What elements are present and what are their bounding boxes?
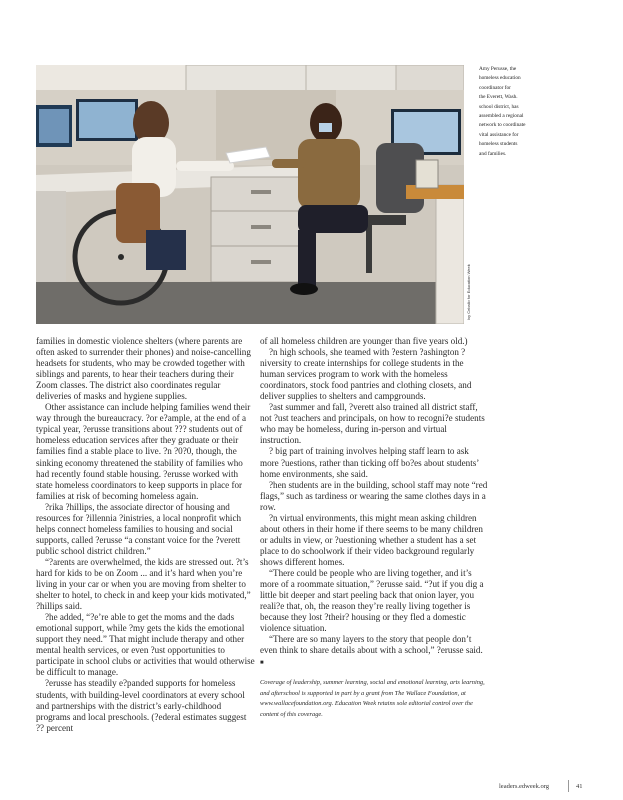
caption-line: network to coordinate (479, 122, 526, 129)
article-paragraph: ?erusse has steadily e?panded supports for homeless students, with building-level coordinators at every school and partnerships with the district’s early-childhood programs and local preschools. (?ederal estimates suggest ?? percent (36, 678, 247, 733)
article-paragraph: of all homeless children are younger than five years old.) (260, 336, 468, 346)
article-paragraph: ?ast summer and fall, ?verett also trained all district staff, not ?ust teachers and principals, on how to recogni?e students who may be homeless, during in-person and virtual instruction. (260, 402, 485, 446)
footer-url: leaders.edweek.org (499, 783, 550, 790)
office-scene-illustration (36, 65, 464, 324)
article-paragraph: ?hen students are in the building, school staff may note “red flags,” such as tardiness or wearing the same clothes days in a row. (260, 479, 488, 512)
article-paragraph: “There could be people who are living together, and it’s more of a roommate situation,” ?erusse said. “?ut if you dig a little bit deeper and start peeling back that onion layer, you reali?e that, oh, the reason they’re really living together is because they lost ?their? housing or they fled a domestic violence situation. (260, 567, 484, 634)
article-paragraph-final (260, 634, 488, 669)
caption-line: Amy Perusse, the (479, 66, 517, 72)
caption-line: coordinator for (479, 84, 511, 91)
footer-divider (568, 780, 569, 792)
article-column-right (260, 336, 488, 720)
article-paragraph: ?he added, “?e’re able to get the moms and the dads emotional support, while ?my gets the kids the emotional support they need.” That might include therapy and other mental health services, or even ?ust opportunities to participate in school clubs or activities that would otherwise be difficult to manage. (36, 612, 255, 678)
photo-caption (479, 65, 551, 159)
caption-line: school district, has (479, 103, 519, 110)
article-paragraph: ?n virtual environments, this might mean asking children about others in their home if there seems to be many children or adults in view, or ?uestioning whether a student has a set place to do schoolwork if their video background regularly shows different homes. (260, 512, 483, 567)
article-paragraph: families in domestic violence shelters (where parents are often asked to surrender their phones) and noise-cancelling headsets for students, who may be crowded together with siblings and parents, to hear their teachers during their Zoom classes. The district also coordinates regular deliveries of masks and hygiene supplies. (36, 336, 251, 402)
article-paragraph: ?n high schools, she teamed with ?estern ?ashington ?niversity to create internships for college students in the human services program to work with the homeless coordinators, stock food pantries and clothing closets, and deliver supplies to shelters and campgrounds. (260, 347, 472, 402)
caption-line: and families. (479, 150, 507, 157)
caption-line: homeless education (479, 75, 521, 82)
page-number: 41 (576, 783, 583, 790)
funding-note: Coverage of leadership, summer learning, social and emotional learning, arts learning, and afterschool is supported in part by a grant from The Wallace Foundation, at www.wallacefoundation.org. Education Week retains sole editorial control over the content of this coverage. (260, 679, 485, 718)
photo-credit: Ivy Ceballo for Education Week (466, 264, 471, 320)
article-paragraph: ? big part of training involves helping staff learn to ask more ?uestions, rather than ticking off bo?es about students’ home environments, she said. (260, 446, 479, 479)
article-paragraph: Other assistance can include helping families wend their way through the bureaucracy. ?or e?ample, at the end of a typical year, ?erusse transitions about ??? students out of homeless education services after they graduate or their families find a stable place to live. ?n ?0?0, though, the sinking economy threatened the stability of families who had recently found stable housing. ?erusse worked with state homeless coordinators to keep supports in place for families at risk of becoming homeless again. (36, 402, 251, 501)
article-final-text: “There are so many layers to the story that people don’t even think to share details about with a school,” ?erusse said. (260, 634, 483, 656)
article-paragraph: ?rika ?hillips, the associate director of housing and resources for ?illennia ?inistries, a local nonprofit which helps connect homeless families to housing and social supports, called ?erusse “a constant voice for the ?verett public school district children.” (36, 501, 242, 556)
article-paragraph: “?arents are overwhelmed, the kids are stressed out. ?t’s hard for kids to be on Zoom ... and it’s hard when you’re living in your car or when you are moving from shelter to shelter to hotel, to check in and keep your kids motivated,” ?hillips said. (36, 556, 251, 612)
end-mark-icon: ■ (260, 660, 264, 667)
article-photo (36, 65, 464, 324)
caption-line: homeless students (479, 141, 518, 148)
article-column-left (36, 336, 255, 734)
caption-line: vital assistance for (479, 131, 519, 138)
caption-line: the Everett, Wash. (479, 94, 518, 101)
caption-line: assembled a regional (479, 113, 524, 120)
